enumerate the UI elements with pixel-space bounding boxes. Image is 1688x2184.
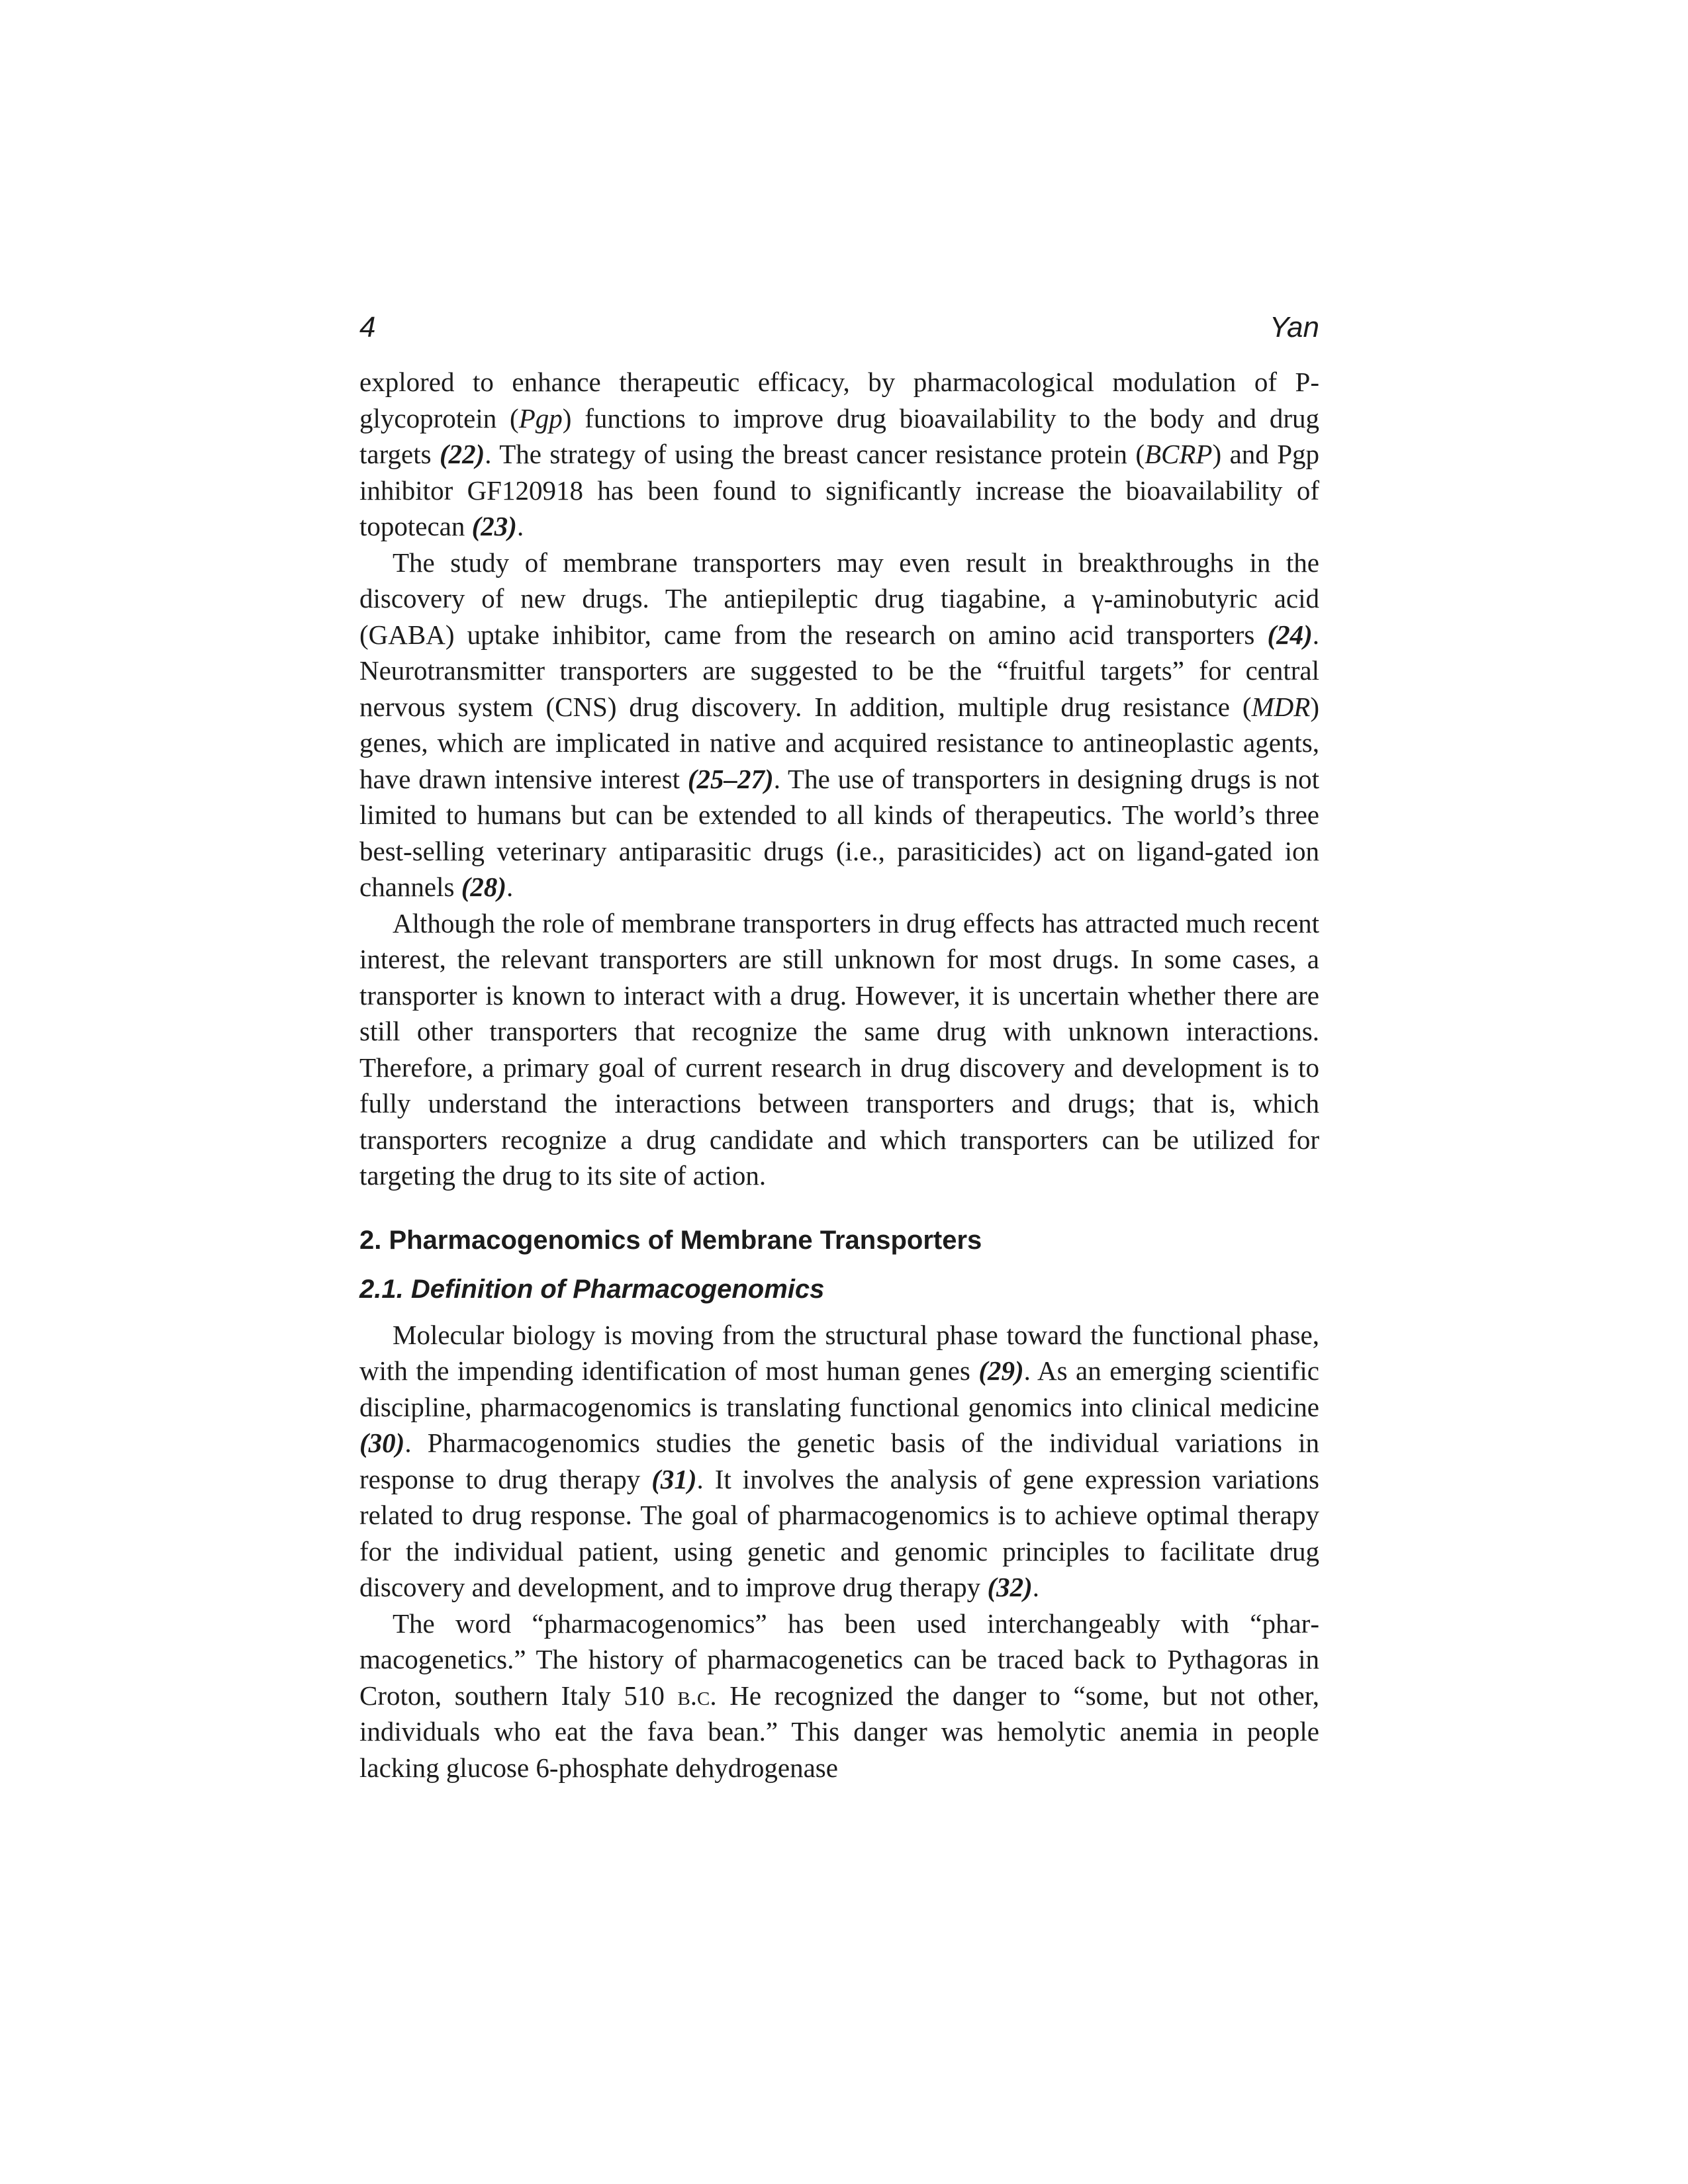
body-text bbox=[359, 364, 1319, 1786]
p5-text-2: He recognized the danger to “some, but not other, individuals who eat the fava bean.” This danger was hemolytic anemia in people lacking glucose 6-phosphate dehydrogenase bbox=[359, 1680, 1319, 1783]
citation-23: (23) bbox=[471, 511, 517, 541]
p4-text-4: . It involves the analysis of gene expression variations related to drug response. The goal of pharmacogenomics is to achieve optimal therapy for the individual patient, using genetic and genomic principles to facilitate drug discovery and development, and to improve drug therapy bbox=[359, 1463, 1319, 1602]
p4-text-1: Molecular biology is moving from the structural phase toward the functional phase, with the impending identification of most human genes bbox=[359, 1319, 1319, 1386]
subsection-heading: 2.1. Definition of Pharmacogenomics bbox=[359, 1274, 825, 1304]
paragraph-2 bbox=[359, 545, 1319, 905]
citation-25-27: (25–27) bbox=[687, 763, 774, 794]
p1-text-3: . The strategy of using the breast cancer resistance protein ( bbox=[485, 439, 1145, 469]
p4-text-3: . Pharmacogenomics studies the genetic basis of the individual variations in response to drug therapy bbox=[359, 1428, 1319, 1494]
p4-text-5: . bbox=[1032, 1572, 1039, 1602]
citation-22: (22) bbox=[439, 439, 485, 469]
citation-24: (24) bbox=[1267, 619, 1313, 650]
citation-31: (31) bbox=[651, 1463, 697, 1494]
citation-29: (29) bbox=[978, 1355, 1024, 1386]
p2-text-1: The study of membrane transporters may even result in breakthroughs in the discovery of new drugs. The antiepileptic drug tiagabine, a γ-aminobutyric acid (GABA) uptake inhibitor, came from the research on amino acid transporters bbox=[359, 547, 1319, 650]
abbr-pgp: Pgp bbox=[518, 402, 563, 433]
abbr-mdr: MDR bbox=[1251, 691, 1311, 722]
citation-32: (32) bbox=[987, 1572, 1033, 1602]
book-page bbox=[359, 311, 1319, 1786]
running-head bbox=[359, 311, 1319, 351]
page-number: 4 bbox=[359, 311, 376, 343]
paragraph-3: Although the role of membrane transporters in drug effects has attracted much recent interest, the relevant transporters are still unknown for most drugs. In some cases, a transporter is known to interact with a drug. However, it is uncertain whether there are still other transporters that recognize the same drug with unknown interactions. Therefore, a primary goal of current research in drug discovery and development is to fully understand the interactions between transporters and drugs; that is, which transporters recognize a drug candidate and which transporters can be utilized for targeting the drug to its site of action. bbox=[359, 907, 1319, 1191]
p2-text-4: . The use of transporters in designing drugs is not limited to humans but can be extended to all kinds of therapeutics. The world’s three best-selling veterinary antiparasitic drugs (i.e., parasiticides) act on ligand-gated ion channels bbox=[359, 763, 1320, 902]
paragraph-5 bbox=[359, 1606, 1319, 1786]
section-heading: 2. Pharmacogenomics of Membrane Transporters bbox=[359, 1225, 982, 1255]
abbr-bcrp: BCRP bbox=[1145, 439, 1213, 469]
p5-text-1: The word “pharmacogenomics” has been used interchangeably with “pharmacogenetics.” The history of pharmacogenetics can be traced back to Pythagoras in Croton, southern Italy 510 bbox=[359, 1608, 1319, 1711]
p4-text-2: . As an emerging scientific discipline, pharmacogenomics is translating functional genomics into clinical medicine bbox=[359, 1355, 1319, 1422]
p1-text-5: . bbox=[516, 511, 524, 541]
p2-text-5: . bbox=[506, 872, 514, 902]
running-head-author: Yan bbox=[1269, 311, 1319, 343]
paragraph-4 bbox=[359, 1317, 1319, 1606]
p2-text-3: ) genes, which are implicated in native and acquired resistance to antineoplastic agents, have drawn intensive interest bbox=[359, 691, 1319, 794]
p1-text-2: ) functions to improve drug bioavailability to the body and drug targets bbox=[359, 402, 1319, 469]
p1-text-4: ) and Pgp inhibitor GF120918 has been found to significantly increase the bioavailability of topotecan bbox=[359, 439, 1319, 541]
paragraph-1 bbox=[359, 364, 1319, 545]
citation-28: (28) bbox=[461, 872, 507, 902]
era-abbr: b.c. bbox=[677, 1680, 717, 1711]
p1-text-1: explored to enhance therapeutic efficacy, by pharmacological modulation of P-glycoprotein ( bbox=[359, 367, 1319, 433]
citation-30: (30) bbox=[359, 1428, 405, 1458]
p2-text-2: . Neurotransmitter transporters are suggested to be the “fruitful targets” for central nervous system (CNS) drug discovery. In addition, multiple drug resistance ( bbox=[359, 619, 1319, 722]
